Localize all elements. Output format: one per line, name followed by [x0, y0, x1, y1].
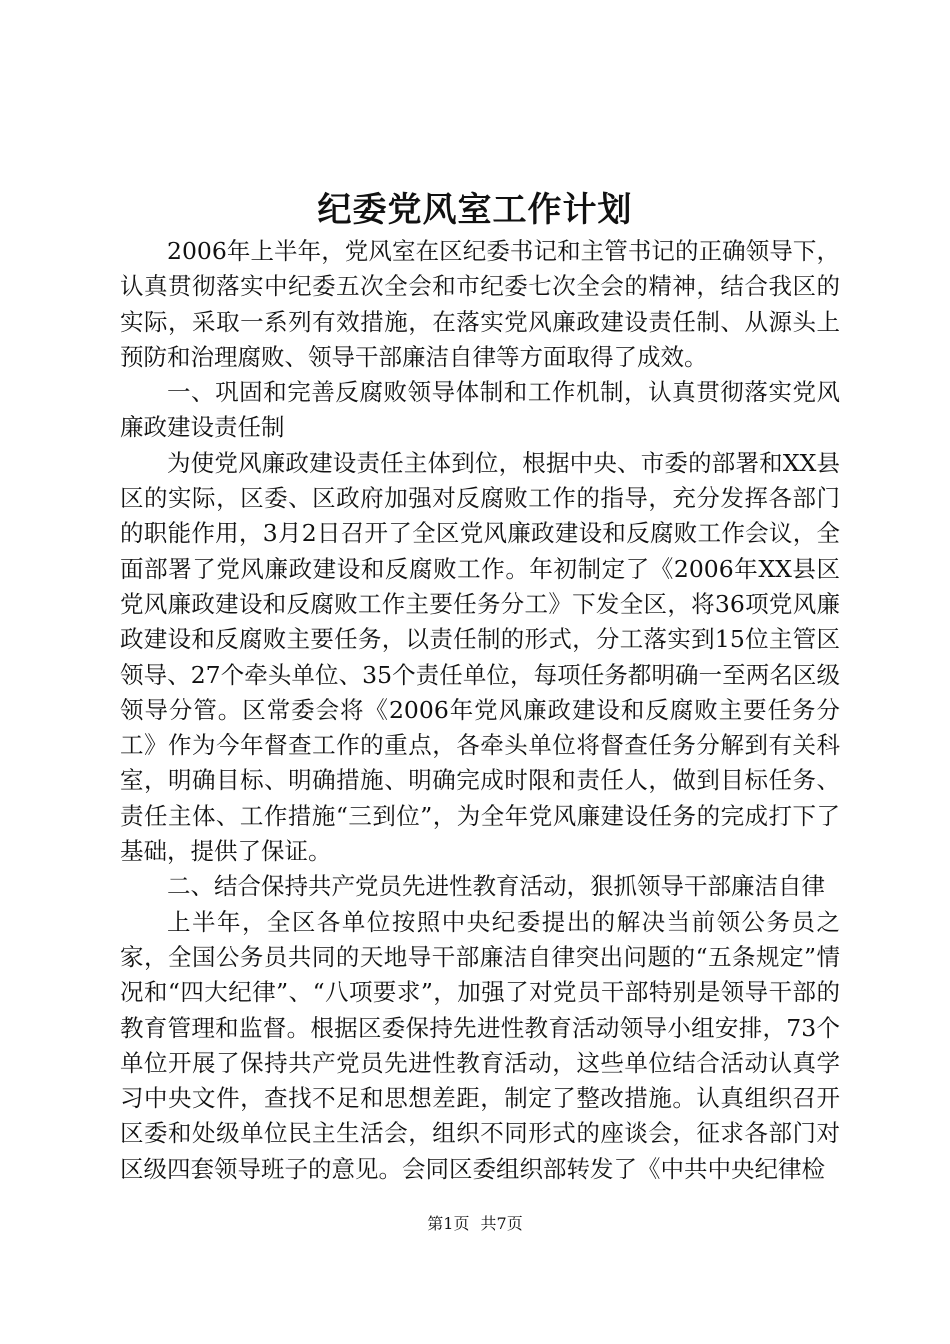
section-heading-1: 一、巩固和完善反腐败领导体制和工作机制，认真贯彻落实党风廉政建设责任制 — [120, 378, 840, 442]
page-number: 第1页 — [427, 1214, 470, 1233]
document-title: 纪委党风室工作计划 — [317, 190, 633, 230]
paragraph-intro: 2006年上半年，党风室在区纪委书记和主管书记的正确领导下，认真贯彻落实中纪委五次全会和市纪委七次全会的精神，结合我区的实际，采取一系列有效措施，在落实党风廉政建设责任制、从源头上预防和治理腐败、领导干部廉洁自律等方面取得了成效。 — [120, 237, 840, 371]
paragraph-section-1: 为使党风廉政建设责任主体到位，根据中央、市委的部署和XX县区的实际，区委、区政府加强对反腐败工作的指导，充分发挥各部门的职能作用，3月2日召开了全区党风廉政建设和反腐败工作会议，全面部署了党风廉政建设和反腐败工作。年初制定了《2006年XX县区党风廉政建设和反腐败工作主要任务分工》下发全区，将36项党风廉政建设和反腐败主要任务，以责任制的形式，分工落实到15位主管区领导、27个牵头单位、35个责任单位，每项任务都明确一至两名区级领导分管。区常委会将《2006年党风廉政建设和反腐败主要任务分工》作为今年督查工作的重点，各牵头单位将督查任务分解到有关科室，明确目标、明确措施、明确完成时限和责任人，做到目标任务、责任主体、工作措施“三到位”，为全年党风廉建设任务的完成打下了基础，提供了保证。 — [120, 448, 840, 866]
page-footer — [0, 1212, 950, 1236]
document-body — [120, 234, 840, 1187]
paragraph-section-2: 上半年，全区各单位按照中央纪委提出的解决当前领公务员之家，全国公务员共同的天地导干部廉洁自律突出问题的“五条规定”情况和“四大纪律”、“八项要求”，加强了对党员干部特别是领导干部的教育管理和监督。根据区委保持先进性教育活动领导小组安排，73个单位开展了保持共产党员先进性教育活动，这些单位结合活动认真学习中央文件，查找不足和思想差距，制定了整改措施。认真组织召开区委和处级单位民主生活会，组织不同形式的座谈会，征求各部门对区级四套领导班子的意见。会同区委组织部转发了《中共中央纪律检 — [120, 907, 840, 1183]
section-heading-2: 二、结合保持共产党员先进性教育活动，狠抓领导干部廉洁自律 — [167, 872, 825, 901]
page-total: 共7页 — [480, 1214, 523, 1233]
